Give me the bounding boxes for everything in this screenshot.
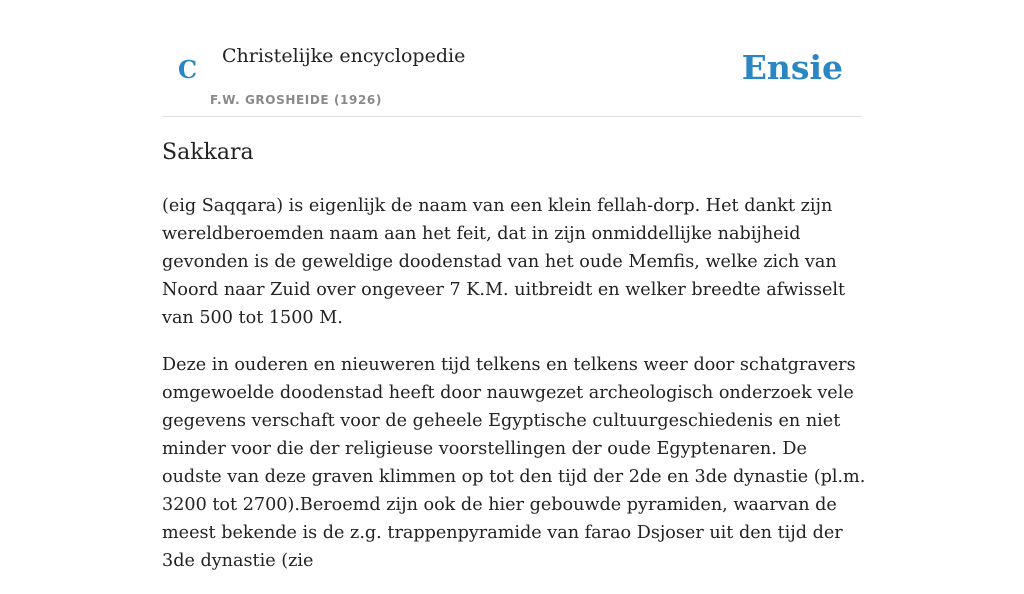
encyclopedia-title[interactable]: Christelijke encyclopedie	[222, 45, 466, 67]
article-paragraph: (eig Saqqara) is eigenlijk de naam van een klein fellah-dorp. Het dankt zijn wereldberoemden naam aan het feit, dat in zijn onmiddellijke nabijheid gevonden is de geweldige doodenstad van het oude Memfis, welke zich van Noord naar Zuid over ongeveer 7 K.M. uitbreidt en welker breedte afwisselt van 500 tot 1500 M.	[162, 196, 846, 328]
header	[162, 0, 862, 117]
article-headword: Sakkara	[162, 140, 254, 165]
encyclopedia-badge[interactable]: C	[178, 55, 198, 84]
encyclopedia-author: F.W. GROSHEIDE (1926)	[210, 93, 382, 107]
article-paragraph: Deze in ouderen en nieuweren tijd telkens en telkens weer door schatgravers omgewoelde doodenstad heeft door nauwgezet archeologisch onderzoek vele gegevens verschaft voor de geheele Egyptische cultuurgeschiedenis en niet minder voor die der religieuse voorstellingen der oude Egyptenaren. De oudste van deze graven klimmen op tot den tijd der 2de en 3de dynastie (pl.m. 3200 tot 2700).Beroemd zijn ook de hier gebouwde pyramiden, waarvan de meest bekende is de z.g. trappenpyramide van farao Dsjoser uit den tijd der 3de dynastie (zie	[162, 355, 866, 571]
ensie-logo[interactable]: Ensie	[741, 48, 843, 87]
article-body	[162, 192, 870, 594]
